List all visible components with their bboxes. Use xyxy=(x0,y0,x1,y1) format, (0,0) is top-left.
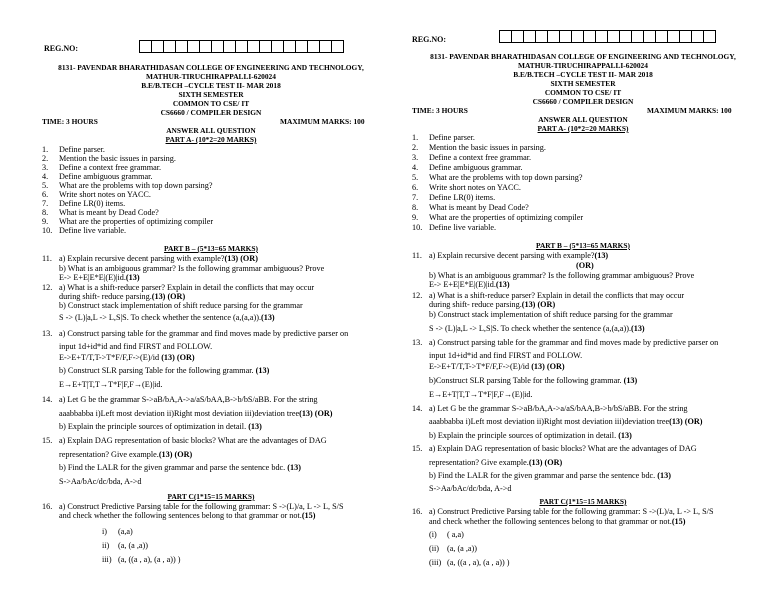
question-14b: b) Explain the principle sources of optimization in detail. (13) xyxy=(429,431,632,440)
or-label: (OR) xyxy=(576,261,594,270)
question-16a-cont: and check whether the following sentences belong to that grammar or not.(15) xyxy=(429,517,686,526)
list-item: 3. Define a context free grammar. xyxy=(412,153,532,162)
course: CS6660 / COMPILER DESIGN xyxy=(532,97,634,106)
question-13a: 13. a) Construct parsing table for the grammar and find moves made by predictive parser on xyxy=(42,329,349,338)
exam-title: B.E/B.TECH –CYCLE TEST II- MAR 2018 xyxy=(513,70,653,79)
question-14a: 14. a) Let G be the grammar S->aB/bA,A->a/aS/bAA,B->b/bS/aBB. For the string xyxy=(412,404,688,413)
list-item: iii) (a, ((a , a), (a , a)) ) xyxy=(102,555,181,564)
question-13a-grammar: E->E+T/T,T->T*F/F,F->(E)/id (13) (OR) xyxy=(429,362,565,371)
question-14a: 14. a) Let G be the grammar S->aB/bA,A->a/aS/bAA,B->b/bS/aBB. For the string xyxy=(42,395,318,404)
list-item: 10. Define live variable. xyxy=(412,223,497,232)
college-name: 8131- PAVENDAR BHARATHIDASAN COLLEGE OF ENGINEERING AND TECHNOLOGY, xyxy=(430,52,736,61)
instruction: ANSWER ALL QUESTION xyxy=(166,126,256,135)
reg-no-label: REG.NO: xyxy=(412,35,446,44)
list-item: 7. Define LR(0) items. xyxy=(412,193,496,202)
list-item: 1. Define parser. xyxy=(42,145,105,154)
question-15b-grammar: S->Aa/bAc/dc/bda, A->d xyxy=(429,484,512,493)
question-13a: 13. a) Construct parsing table for the grammar and find moves made by predictive parser on xyxy=(412,338,719,347)
question-15b-grammar: S->Aa/bAc/dc/bda, A->d xyxy=(59,477,142,486)
reg-no-boxes xyxy=(140,40,344,53)
question-11b-grammar: E-> E+E|E*E|(E)|id.(13) xyxy=(59,273,140,282)
list-item: (iii) (a, ((a , a), (a , a)) ) xyxy=(429,558,510,567)
question-12a-cont: during shift- reduce parsing.(13) (OR) xyxy=(59,292,186,301)
question-11a: 11. a) Explain recursive decent parsing with example?(13) xyxy=(412,251,609,260)
question-12b-grammar: S -> (L)|a,L -> L,S|S. To check whether the sentence (a,(a,a)).(13) xyxy=(59,313,275,322)
list-item: 2. Mention the basic issues in parsing. xyxy=(42,154,176,163)
exam-title: B.E/B.TECH –CYCLE TEST II- MAR 2018 xyxy=(141,81,281,90)
time: TIME: 3 HOURS xyxy=(42,117,98,126)
time: TIME: 3 HOURS xyxy=(412,106,468,115)
question-13a-cont: input 1d+id*id and find FIRST and FOLLOW. xyxy=(429,351,583,360)
part-b-heading: PART B – (5*13=65 MARKS) xyxy=(163,244,258,253)
instruction: ANSWER ALL QUESTION xyxy=(538,115,628,124)
list-item: 8. What is meant by Dead Code? xyxy=(412,203,529,212)
part-c-heading: PART C(1*15=15 MARKS) xyxy=(539,497,627,506)
question-14b: b) Explain the principle sources of optimization in detail. (13) xyxy=(59,422,262,431)
question-16a-cont: and check whether the following sentences belong to that grammar or not.(15) xyxy=(59,511,316,520)
max-marks: MAXIMUM MARKS: 100 xyxy=(280,117,365,126)
question-13a-cont: input 1d+id*id and find FIRST and FOLLOW. xyxy=(59,342,213,351)
semester: SIXTH SEMESTER xyxy=(550,79,616,88)
common-to: COMMON TO CSE/ IT xyxy=(544,88,622,97)
list-item: 6. Write short notes on YACC. xyxy=(42,190,151,199)
part-a-heading: PART A- (10*2=20 MARKS) xyxy=(165,135,257,144)
reg-no-boxes xyxy=(500,30,716,43)
question-13a-grammar: E->E+T/T,T->T*F/F,F->(E)/id (13) (OR) xyxy=(59,353,195,362)
list-item: 1. Define parser. xyxy=(412,133,475,142)
list-item: 10. Define live variable. xyxy=(42,226,127,235)
question-15a: 15. a) Explain DAG representation of basic blocks? What are the advantages of DAG xyxy=(42,436,327,445)
course: CS6660 / COMPILER DESIGN xyxy=(160,108,262,117)
question-12b: b) Construct stack implementation of shift reduce parsing for the grammar xyxy=(59,301,303,310)
part-b-heading: PART B – (5*13=65 MARKS) xyxy=(535,241,630,250)
max-marks: MAXIMUM MARKS: 100 xyxy=(647,106,732,115)
question-13b: b)Construct SLR parsing Table for the following grammar. (13) xyxy=(429,376,638,385)
list-item: (i) ( a,a) xyxy=(429,530,464,539)
list-item: 8. What is meant by Dead Code? xyxy=(42,208,159,217)
part-c-heading: PART C(1*15=15 MARKS) xyxy=(167,492,255,501)
common-to: COMMON TO CSE/ IT xyxy=(172,99,250,108)
question-16a: 16. a) Construct Predictive Parsing table for the following grammar: S ->(L)/a, L -> L, S/S xyxy=(42,502,344,511)
question-12a: 12. a) What is a shift-reduce parser? Explain in detail the conflicts that may occur xyxy=(42,283,315,292)
list-item: 7. Define LR(0) items. xyxy=(42,199,126,208)
question-16a: 16. a) Construct Predictive Parsing table for the following grammar: S ->(L)/a, L -> L, S/S xyxy=(412,507,714,516)
question-11a: 11. a) Explain recursive decent parsing with example?(13) (OR) xyxy=(42,254,258,263)
question-14a-cont: aaabbabba i)Left most deviation ii)Right most deviation iii)deviation tree(13) (OR) xyxy=(429,417,703,426)
list-item: i) (a,a) xyxy=(102,527,133,536)
list-item: 9. What are the properties of optimizing compiler xyxy=(42,217,214,226)
question-14a-cont: aaabbabba i)Left most deviation ii)Right most deviation iii)deviation tree(13) (OR) xyxy=(59,409,333,418)
list-item: 4. Define ambiguous grammar. xyxy=(42,172,153,181)
reg-no-label: REG.NO: xyxy=(44,44,78,53)
question-13b-grammar: E→E+T|T,T→T*F|F,F→(E)|id. xyxy=(429,390,533,399)
question-11b: b) What is an ambiguous grammar? Is the following grammar ambiguous? Prove xyxy=(429,271,695,280)
question-15b: b) Find the LALR for the given grammar and parse the sentence bdc. (13) xyxy=(429,471,671,480)
question-12b: b) Construct stack implementation of shift reduce parsing for the grammar xyxy=(429,310,673,319)
list-item: 2. Mention the basic issues in parsing. xyxy=(412,143,546,152)
question-12b-grammar: S -> (L)|a,L -> L,S|S. To check whether the sentence (a,(a,a)).(13) xyxy=(429,324,645,333)
list-item: 4. Define ambiguous grammar. xyxy=(412,163,523,172)
question-12a: 12. a) What is a shift-reduce parser? Explain in detail the conflicts that may occur xyxy=(412,291,685,300)
part-a-heading: PART A- (10*2=20 MARKS) xyxy=(537,124,629,133)
semester: SIXTH SEMESTER xyxy=(178,90,244,99)
paper-left xyxy=(36,0,386,594)
list-item: 5. What are the problems with top down parsing? xyxy=(42,181,213,190)
question-15a-cont: representation? Give example.(13) (OR) xyxy=(429,458,563,467)
list-item: 9. What are the properties of optimizing compiler xyxy=(412,213,584,222)
paper-right xyxy=(408,0,758,594)
list-item: ii) (a, (a ,a)) xyxy=(102,541,148,550)
question-13b-grammar: E→E+T|T,T→T*F|F,F→(E)|id. xyxy=(59,380,163,389)
question-11b-grammar: E-> E+E|E*E|(E)|id.(13) xyxy=(429,280,510,289)
question-15a-cont: representation? Give example.(13) (OR) xyxy=(59,450,193,459)
question-15a: 15. a) Explain DAG representation of basic blocks? What are the advantages of DAG xyxy=(412,444,697,453)
question-13b: b) Construct SLR parsing Table for the following grammar. (13) xyxy=(59,366,270,375)
list-item: 3. Define a context free grammar. xyxy=(42,163,162,172)
college-address: MATHUR-TIRUCHIRAPPALLI-620024 xyxy=(518,61,648,70)
list-item: (ii) (a, (a ,a)) xyxy=(429,544,477,553)
list-item: 5. What are the problems with top down parsing? xyxy=(412,173,583,182)
question-15b: b) Find the LALR for the given grammar and parse the sentence bdc. (13) xyxy=(59,463,301,472)
college-name: 8131- PAVENDAR BHARATHIDASAN COLLEGE OF ENGINEERING AND TECHNOLOGY, xyxy=(58,63,364,72)
list-item: 6. Write short notes on YACC. xyxy=(412,183,521,192)
question-12a-cont: during shift- reduce parsing.(13) (OR) xyxy=(429,300,556,309)
question-11b: b) What is an ambiguous grammar? Is the following grammar ambiguous? Prove xyxy=(59,264,325,273)
college-address: MATHUR-TIRUCHIRAPPALLI-620024 xyxy=(146,72,276,81)
